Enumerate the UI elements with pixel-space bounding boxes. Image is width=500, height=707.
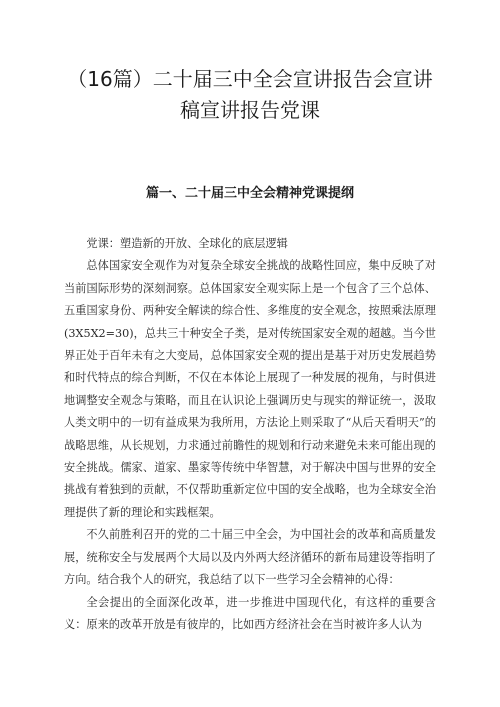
section-heading: 篇一、二十届三中全会精神党课提纲: [145, 186, 354, 201]
paragraph-plenary-session: 不久前胜利召开的党的二十届三中全会，为中国社会的改革和高质量发展，统称安全与发展两个大局以及内外两大经济循环的新布局建设等指明了方向。结合我个人的研究，我总结了以下一些学习全会精神的心得：: [64, 528, 436, 587]
paragraph-deepening-reform: 全会提出的全面深化改革，进一步推进中国现代化，有这样的重要含义：原来的改革开放是有彼岸的，比如西方经济社会在当时被许多人认为: [64, 595, 436, 631]
paragraph-course-topic: 党课：塑造新的开放、全球化的底层逻辑: [86, 237, 288, 250]
paragraph-security-concept: 总体国家安全观作为对复杂全球安全挑战的战略性回应，集中反映了对当前国际形势的深刻洞察。总体国家安全观实际上是一个包含了三个总体、五重国家身份、两种安全解读的综合性、多维度的安全观念，按照乘法原理(3X5X2=30)，总共三十种安全子类，是对传统国家安全观的超越。当今世界正处于百年未有之大变局，总体国家安全观的提出是基于对历史发展趋势和时代特点的综合判断，不仅在本体论上展现了一种发展的视角，与时俱进地调整安全观念与策略，而且在认识论上强调历史与现实的辩证统一，汲取人类文明中的一切有益成果为我所用，方法论上则采取了“从后天看明天”的战略思维，从长规划，力求通过前瞻性的规划和行动来避免未来可能出现的安全挑战。儒家、道家、墨家等传统中华智慧，对于解决中国与世界的安全挑战有着独到的贡献，不仅帮助重新定位中国的安全战略，也为全球安全治理提供了新的理论和实践框架。: [64, 259, 436, 519]
document-title: （16篇）二十届三中全会宣讲报告会宣讲稿宣讲报告党课: [67, 67, 433, 122]
document-body: [64, 233, 436, 636]
